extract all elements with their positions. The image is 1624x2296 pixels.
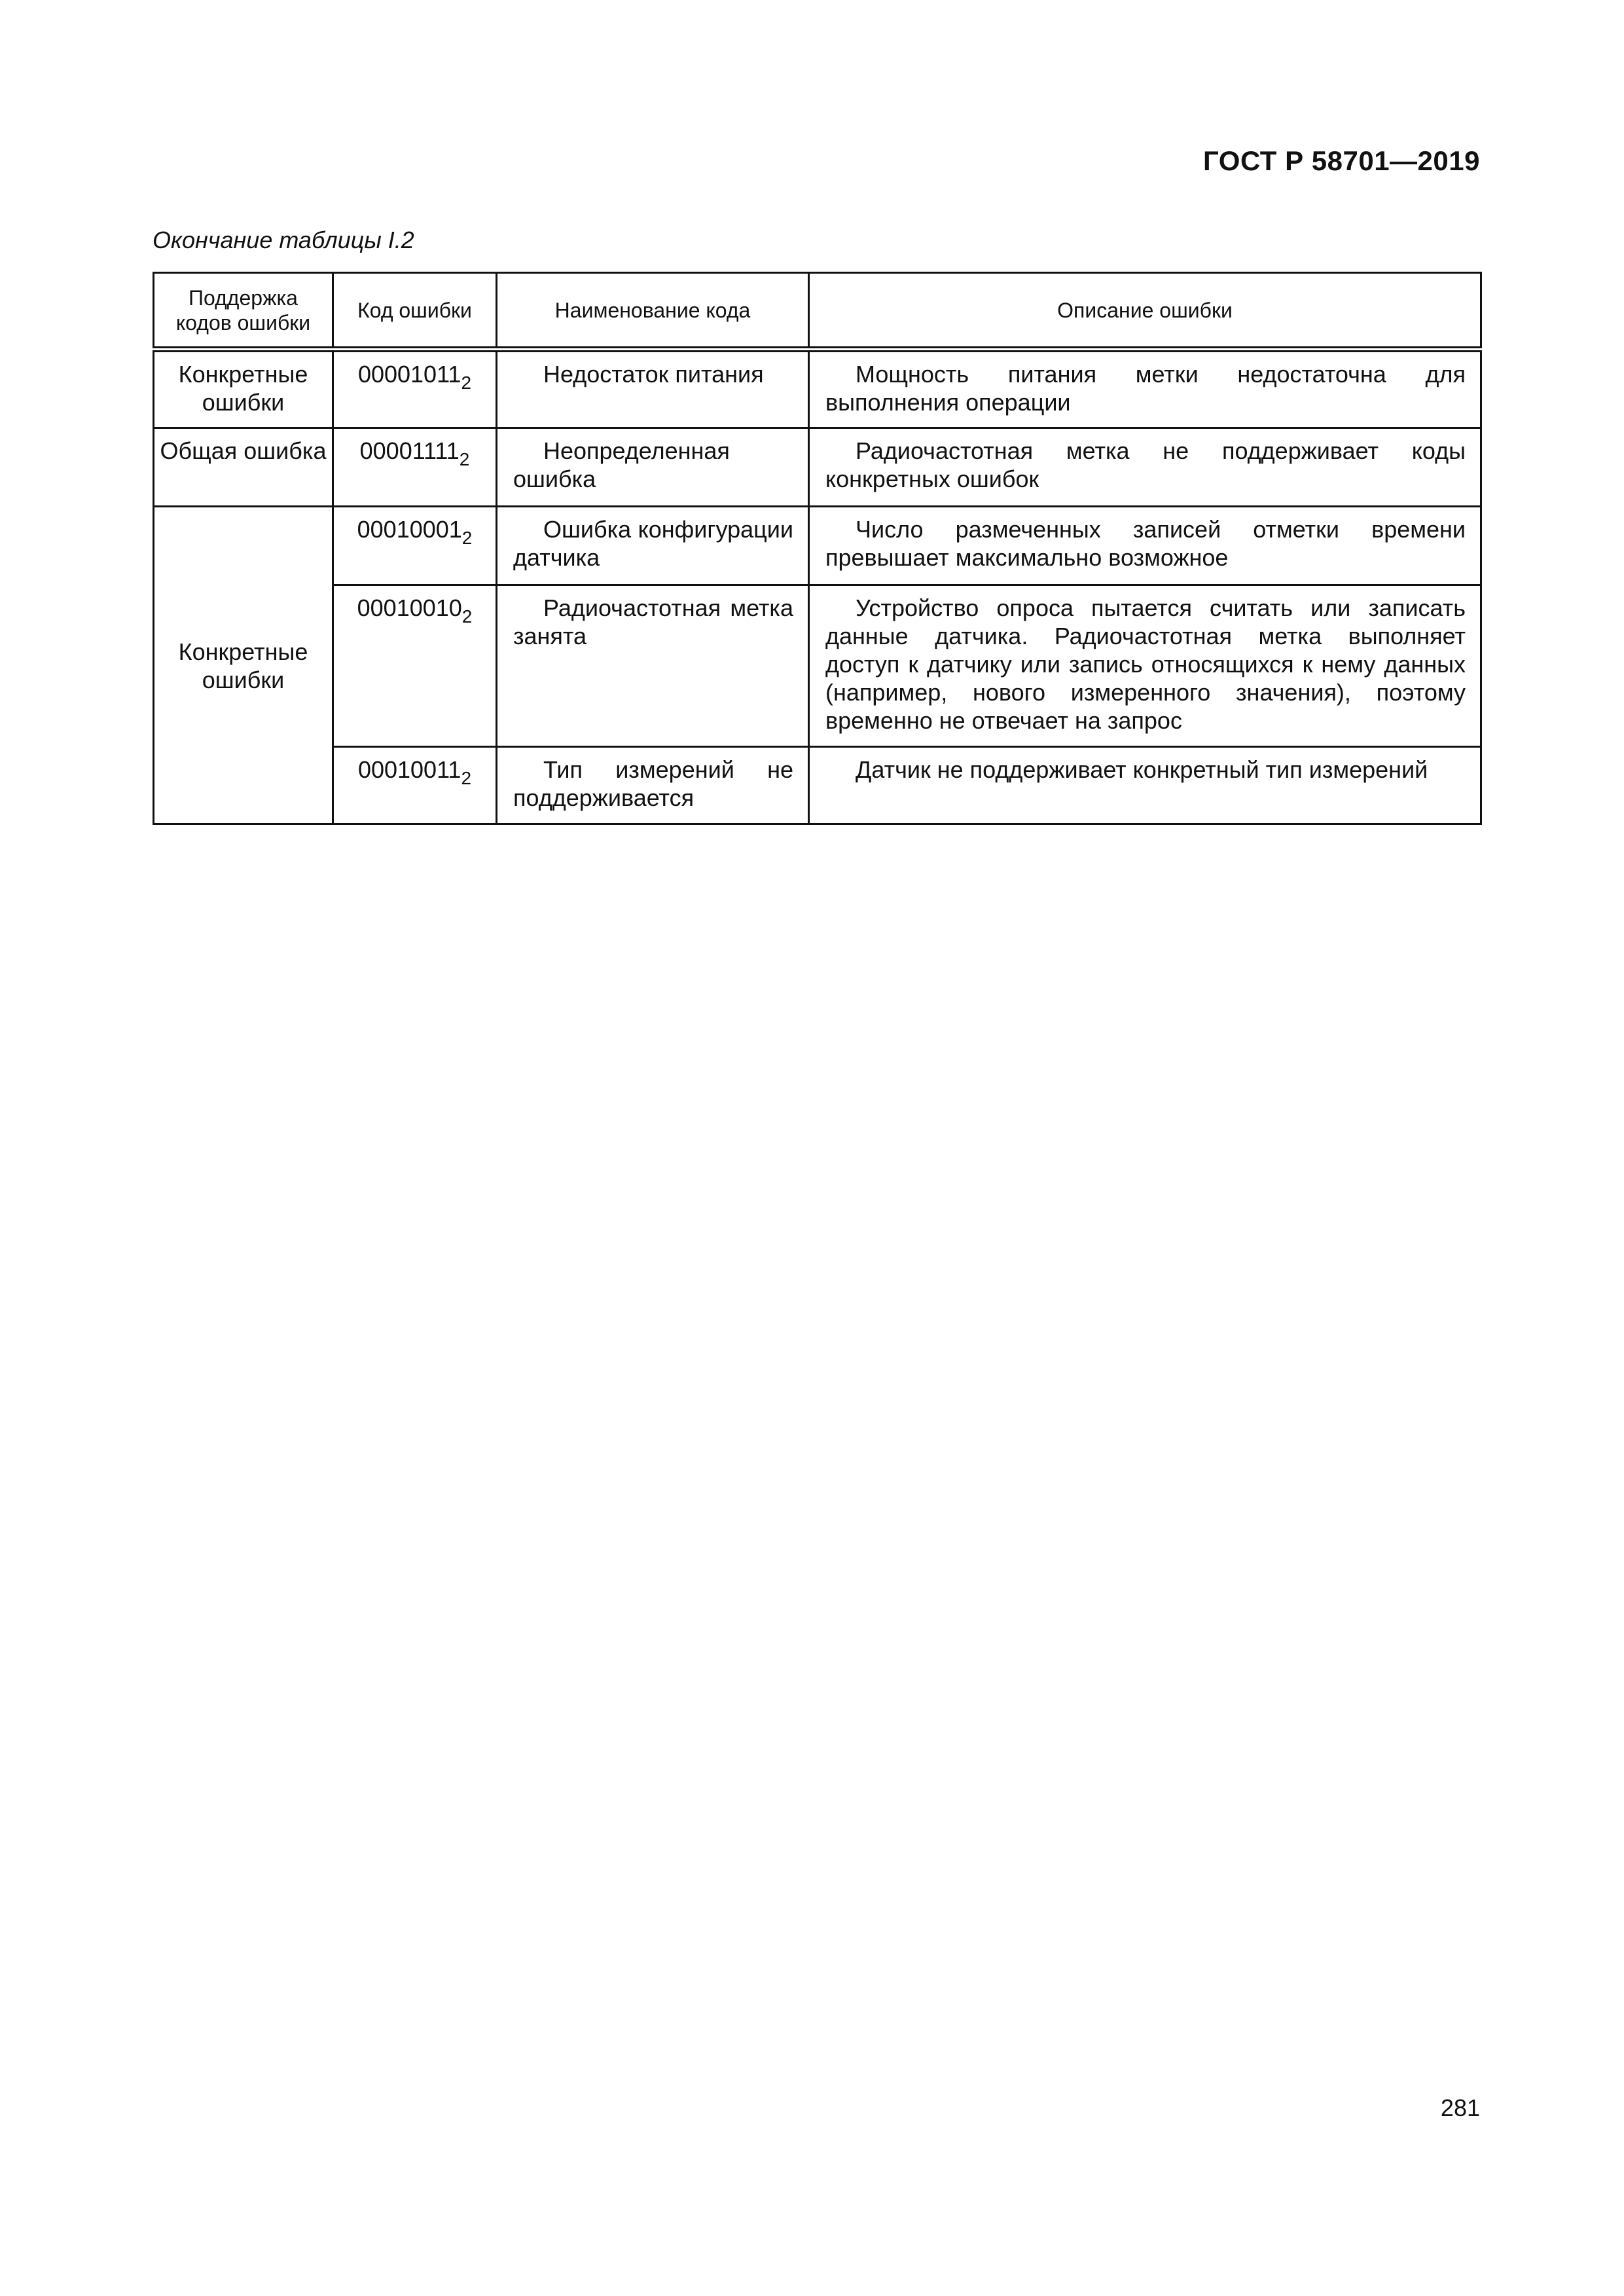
document-code: ГОСТ Р 58701—2019 [1203, 145, 1480, 176]
column-header-code: Код ошибки [333, 273, 497, 350]
code-base: 2 [459, 449, 470, 469]
table-row [154, 585, 1481, 747]
name-cell [497, 507, 809, 585]
name-cell [497, 428, 809, 507]
error-description: Радиочастотная метка не поддерживает коды конкретных ошибок [825, 437, 1466, 492]
table-row [154, 350, 1481, 428]
column-header-description: Описание ошибки [809, 273, 1481, 350]
code-name: Тип измерений не поддерживается [513, 756, 793, 811]
table-row [154, 507, 1481, 585]
error-code: 00010001 [357, 516, 462, 543]
error-codes-table [153, 272, 1482, 825]
error-description: Датчик не поддерживает конкретный тип измерений [856, 756, 1428, 783]
table-header [154, 273, 1481, 350]
support-cell: Конкретные ошибки [154, 350, 333, 428]
table-row [154, 428, 1481, 507]
support-cell: Общая ошибка [154, 428, 333, 507]
column-header-support: Поддержка кодов ошибки [154, 273, 333, 350]
code-name: Неопределенная ошибка [513, 437, 730, 492]
name-cell [497, 747, 809, 824]
header-row [154, 273, 1481, 350]
code-base: 2 [461, 606, 473, 627]
code-name: Радиочастотная метка занята [513, 594, 793, 649]
description-cell [809, 507, 1481, 585]
table-caption: Окончание таблицы I.2 [153, 227, 414, 253]
error-code: 00001111 [359, 437, 460, 464]
description-cell [809, 428, 1481, 507]
error-description: Число размеченных записей отметки времени превышает максимально возможное [825, 516, 1466, 571]
table-body [154, 350, 1481, 824]
support-cell: Конкретные ошибки [154, 507, 333, 824]
description-cell [809, 585, 1481, 747]
code-name: Недостаток питания [543, 361, 764, 388]
page-number: 281 [1440, 2094, 1480, 2121]
code-base: 2 [461, 528, 473, 548]
description-cell [809, 350, 1481, 428]
name-cell [497, 585, 809, 747]
error-code: 00010011 [357, 756, 461, 783]
error-description: Мощность питания метки недостаточна для выполнения операции [825, 361, 1466, 416]
code-cell [333, 350, 497, 428]
column-header-name: Наименование кода [497, 273, 809, 350]
error-code: 00010010 [357, 594, 462, 621]
code-base: 2 [461, 768, 472, 788]
code-cell [333, 428, 497, 507]
table-row [154, 747, 1481, 824]
name-cell [497, 350, 809, 428]
error-description: Устройство опроса пытается считать или записать данные датчика. Радиочастотная метка выполняет доступ к датчику или запись относящихся к нему данных (например, нового измеренного значения), поэтому временно не отвечает на запрос [825, 594, 1466, 734]
code-cell [333, 585, 497, 747]
description-cell [809, 747, 1481, 824]
code-cell [333, 507, 497, 585]
code-base: 2 [461, 373, 472, 393]
error-code: 00001011 [357, 361, 461, 388]
code-cell [333, 747, 497, 824]
code-name: Ошибка конфигурации датчика [513, 516, 793, 571]
